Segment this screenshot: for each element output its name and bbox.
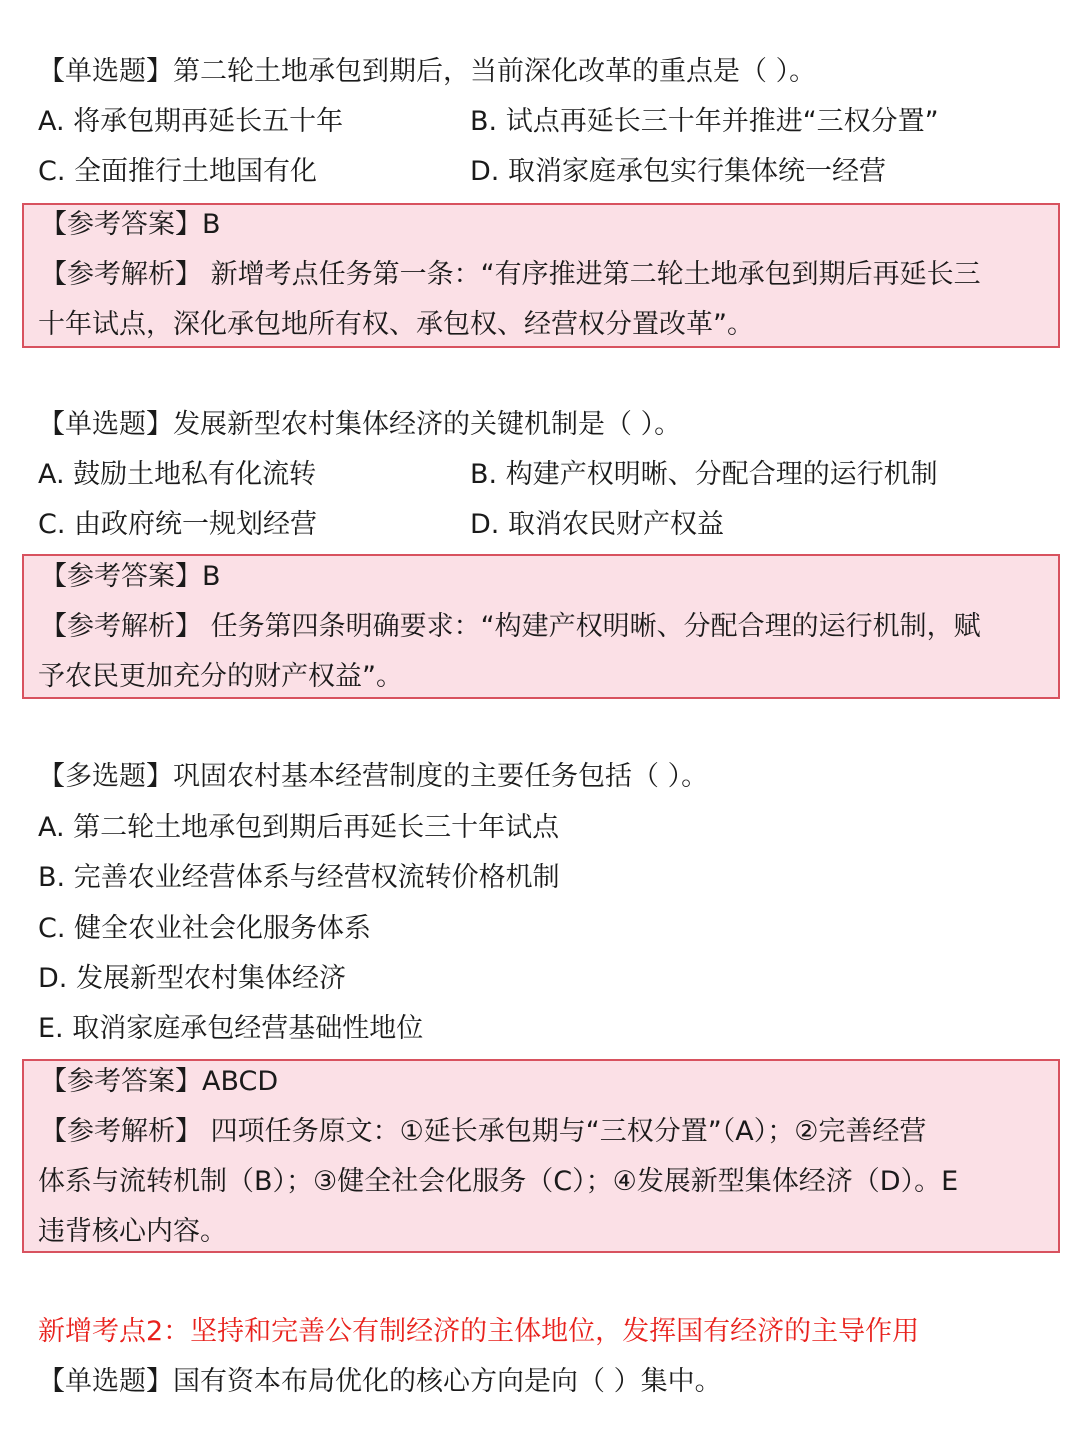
question-3-stem: 【多选题】巩固农村基本经营制度的主要任务包括（ ）。 (38, 761, 709, 792)
question-3-option-e: E. 取消家庭承包经营基础性地位 (38, 1013, 424, 1044)
analysis-1-line-2: 十年试点，深化承包地所有权、承包权、经营权分置改革”。 (38, 309, 754, 340)
question-4-stem: 【单选题】国有资本布局优化的核心方向是向（ ）集中。 (38, 1366, 722, 1397)
question-3-option-d: D. 发展新型农村集体经济 (38, 963, 346, 994)
question-1-stem: 【单选题】第二轮土地承包到期后，当前深化改革的重点是（ ）。 (38, 56, 817, 87)
question-2-option-b: B. 构建产权明晰、分配合理的运行机制 (470, 459, 938, 490)
analysis-1-line-1: 【参考解析】 新增考点任务第一条：“有序推进第二轮土地承包到期后再延长三 (40, 259, 981, 290)
question-1-option-c: C. 全面推行土地国有化 (38, 156, 318, 187)
answer-3: 【参考答案】ABCD (40, 1066, 279, 1097)
question-1-option-d: D. 取消家庭承包实行集体统一经营 (470, 156, 886, 187)
section-2-heading: 新增考点2：坚持和完善公有制经济的主体地位，发挥国有经济的主导作用 (38, 1316, 920, 1347)
question-2-option-d: D. 取消农民财产权益 (470, 509, 724, 540)
question-2-stem: 【单选题】发展新型农村集体经济的关键机制是（ ）。 (38, 409, 682, 440)
question-2-option-a: A. 鼓励土地私有化流转 (38, 459, 317, 490)
question-3-option-b: B. 完善农业经营体系与经营权流转价格机制 (38, 862, 560, 893)
analysis-2-line-1: 【参考解析】 任务第四条明确要求：“构建产权明晰、分配合理的运行机制，赋 (40, 611, 981, 642)
question-1-option-b: B. 试点再延长三十年并推进“三权分置” (470, 106, 939, 137)
analysis-3-line-3: 违背核心内容。 (38, 1216, 227, 1247)
analysis-3-line-2: 体系与流转机制（B）；③健全社会化服务（C）；④发展新型集体经济（D）。E (38, 1166, 959, 1197)
answer-1: 【参考答案】B (40, 209, 221, 240)
answer-box-2 (22, 554, 1060, 699)
analysis-3-line-1: 【参考解析】 四项任务原文：①延长承包期与“三权分置”（A）；②完善经营 (40, 1116, 927, 1147)
answer-2: 【参考答案】B (40, 561, 221, 592)
question-3-option-a: A. 第二轮土地承包到期后再延长三十年试点 (38, 812, 560, 843)
question-1-option-a: A. 将承包期再延长五十年 (38, 106, 344, 137)
answer-box-3 (22, 1059, 1060, 1253)
question-2-option-c: C. 由政府统一规划经营 (38, 509, 318, 540)
analysis-2-line-2: 予农民更加充分的财产权益”。 (38, 661, 403, 692)
answer-box-1 (22, 203, 1060, 348)
question-3-option-c: C. 健全农业社会化服务体系 (38, 913, 372, 944)
